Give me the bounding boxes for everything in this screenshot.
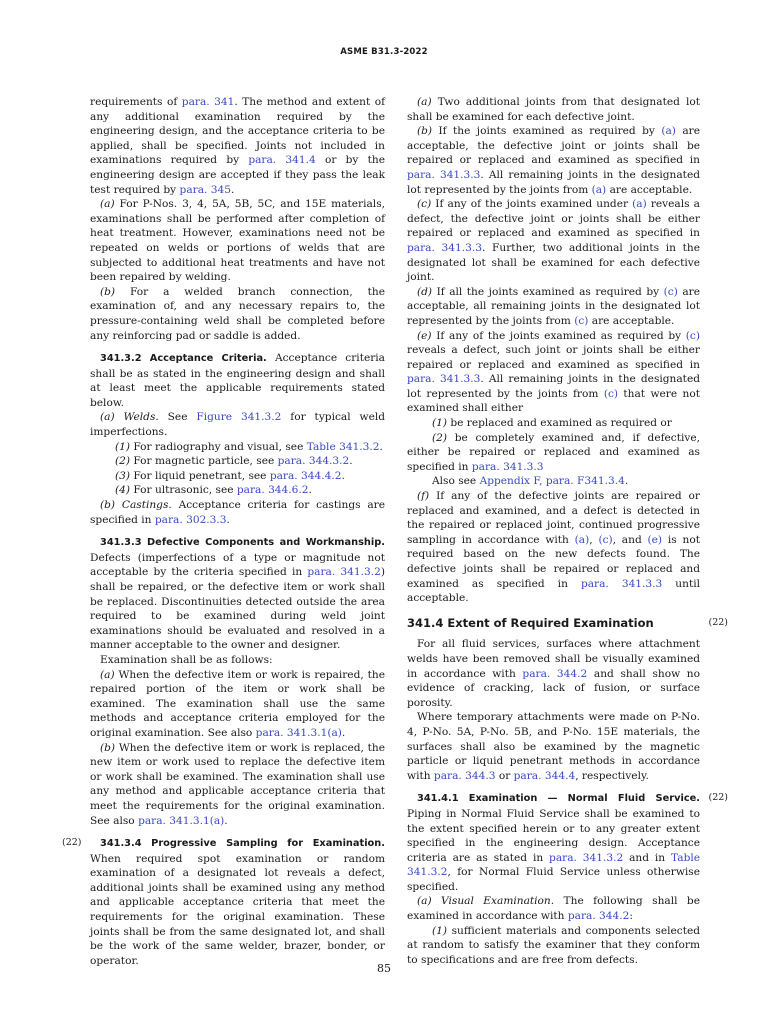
item-e-2: (2) be completely examined and, if defective, either be repaired or replaced and examined as specified in para. 341.3.3 bbox=[407, 431, 700, 473]
link-table-341-3-2[interactable]: Table 341.3.2 bbox=[306, 440, 380, 453]
link-a[interactable]: (a) bbox=[591, 183, 607, 196]
paragraph: Where temporary attachments were made on P-No. 4, P-No. 5A, P-No. 5B, and P-No. 15E materials, the surfaces shall also be examined by the magnetic particle or liquid penetrant methods in accordance with para. 344.3 or para. 344.4, respectively. bbox=[407, 711, 700, 782]
heading-341-3-4: 341.3.4 Progressive Sampling for Examination. bbox=[100, 838, 385, 850]
link-appendix-f[interactable]: Appendix F, para. F341.3.4 bbox=[479, 475, 625, 488]
link-c[interactable]: (c) bbox=[603, 387, 619, 400]
item-b: (b) If the joints examined as required by (a) are acceptable, the defective joint or joints shall be repaired or replaced and examined as specified in para. 341.3.3. All remaining joints in the designated lot represented by the joints from (a) are acceptable. bbox=[407, 125, 700, 196]
link-para-341-3-3[interactable]: para. 341.3.3 bbox=[471, 460, 544, 473]
link-para-341-3-3[interactable]: para. 341.3.3 bbox=[407, 373, 481, 386]
link-para-341-3-3[interactable]: para. 341.3.3 bbox=[407, 168, 481, 181]
link-e[interactable]: (e) bbox=[647, 533, 663, 546]
link-c[interactable]: (c) bbox=[598, 533, 613, 546]
link-para-341-3-1a[interactable]: para. 341.3.1(a) bbox=[255, 726, 342, 739]
item-e: (e) If any of the joints examined as required by (c) reveals a defect, such joint or joints shall be either repaired or replaced and examined as specified in para. 341.3.3. All remaining joints in the designated lot represented by the joints from (c) that were not examined shall either bbox=[407, 329, 700, 415]
link-para-344-4-2[interactable]: para. 344.4.2 bbox=[269, 469, 342, 482]
castings-item: (b) Castings. Acceptance criteria for castings are specified in para. 302.3.3. bbox=[90, 499, 385, 526]
link-para-341-3-1a[interactable]: para. 341.3.1(a) bbox=[138, 814, 225, 827]
heading-341-4: 341.4 Extent of Required Examination bbox=[407, 615, 654, 630]
item-a: (a) Two additional joints from that designated lot shall be examined for each defective joint. bbox=[407, 96, 700, 123]
section-341-3-2: 341.3.2 Acceptance Criteria. Acceptance criteria shall be as stated in the engineering design and shall at least meet the applicable requirements stated below. bbox=[90, 352, 385, 409]
paragraph-a: (a) For P-Nos. 3, 4, 5A, 5B, 5C, and 15E materials, examinations shall be performed after completion of heat treatment. However, examinations need not be repeated on welds or portions of welds that are subjected to additional heat treatments and have not been repaired by welding. bbox=[90, 198, 385, 284]
revision-marker: (22) bbox=[708, 616, 728, 628]
section-341-4-1: (22) 341.4.1 Examination — Normal Fluid Service. Piping in Normal Fluid Service shall be examined to the extent specified herein or to any greater extent specified in the engineering design. Acceptance criteria are as stated in para. 341.3.2 and in Table 341.3.2, for Normal Fluid Service unless otherwise specified. bbox=[407, 792, 728, 893]
link-a[interactable]: (a) bbox=[661, 125, 676, 138]
paragraph-b: (b) For a welded branch connection, the examination of, and any necessary repairs to, the pressure-containing weld shall be completed before any reinforcing pad or saddle is added. bbox=[90, 285, 385, 342]
link-para-344-4[interactable]: para. 344.4 bbox=[513, 769, 576, 782]
section-341-3-3: 341.3.3 Defective Components and Workmanship. Defects (imperfections of a type or magnitude not acceptable by the criteria specified in para. 341.3.2) shall be repaired, or the defective item or work shall be replaced. Discontinuities detected outside the area required to be examined during weld joint examinations should be evaluated and resolved in a manner acceptable to the owner and designer. bbox=[90, 537, 385, 652]
visual-exam-sub-1: (1) sufficient materials and components selected at random to satisfy the examiner that they conform to specifications and are free from defects. bbox=[407, 924, 700, 966]
link-para-341-3-3[interactable]: para. 341.3.3 bbox=[407, 241, 482, 254]
welds-sub-2: (2) For magnetic particle, see para. 344.3.2. bbox=[115, 455, 353, 468]
item-d: (d) If all the joints examined as required by (c) are acceptable, all remaining joints in the designated lot represented by the joints from (c) are acceptable. bbox=[407, 285, 700, 327]
item-c: (c) If any of the joints examined under (a) reveals a defect, the defective joint or joints shall be either repaired or replaced and examined as specified in para. 341.3.3. Further, two additional joints in the designated lot shall be examined for each defective joint. bbox=[407, 198, 700, 284]
running-header: ASME B31.3-2022 bbox=[340, 47, 428, 57]
welds-item: (a) Welds. See Figure 341.3.2 for typical weld imperfections. bbox=[90, 411, 386, 439]
revision-marker: (22) bbox=[708, 792, 728, 804]
exam-item-a: (a) When the defective item or work is repaired, the repaired portion of the item or work shall be examined. The examination shall use the same methods and acceptance criteria employed for the original examination. See also para. 341.3.1(a). bbox=[90, 668, 385, 739]
item-f: (f) If any of the defective joints are repaired or replaced and examined, and a defect is detected in the repaired or replaced joint, continued progressive sampling in accordance with (a), (c), and (e) is not required based on the new defects found. The defective joints shall be repaired or replaced and examined as specified in para. 341.3.3 until acceptable. bbox=[407, 490, 700, 605]
welds-sub-4: (4) For ultrasonic, see para. 344.6.2. bbox=[115, 484, 312, 497]
welds-sub-3: (3) For liquid penetrant, see para. 344.4.2. bbox=[115, 469, 345, 482]
right-column bbox=[407, 95, 728, 967]
section-341-4-heading bbox=[407, 615, 728, 632]
item-e-1: (1) be replaced and examined as required or bbox=[432, 417, 672, 430]
link-para-341-3-2[interactable]: para. 341.3.2 bbox=[549, 851, 624, 864]
heading-341-3-2: 341.3.2 Acceptance Criteria. bbox=[100, 353, 267, 365]
also-see: Also see Appendix F, para. F341.3.4. bbox=[432, 475, 629, 488]
visual-exam-item: (a) Visual Examination. The following shall be examined in accordance with para. 344.2: bbox=[407, 895, 700, 923]
link-para-345[interactable]: para. 345 bbox=[179, 183, 231, 196]
link-para-344-6-2[interactable]: para. 344.6.2 bbox=[236, 484, 309, 497]
page-number: 85 bbox=[377, 962, 391, 975]
heading-341-4-1: 341.4.1 Examination — Normal Fluid Service. bbox=[417, 793, 700, 805]
paragraph: For all fluid services, surfaces where attachment welds have been removed shall be visually examined in accordance with para. 344.2 and shall show no evidence of cracking, lack of fusion, or surface porosity. bbox=[407, 638, 700, 709]
link-para-344-3[interactable]: para. 344.3 bbox=[433, 769, 496, 782]
paragraph: Examination shall be as follows: bbox=[100, 653, 273, 666]
section-341-3-4: (22) 341.3.4 Progressive Sampling for Examination. When required spot examination or random examination of a designated lot reveals a defect, additional joints shall be examined using any method and applicable acceptance criteria that meet the requirements for the original examination. These joints shall be from the same designated lot, and shall be the work of the same welder, brazer, bonder, or operator. bbox=[62, 837, 385, 967]
link-a[interactable]: (a) bbox=[574, 533, 590, 546]
link-c[interactable]: (c) bbox=[663, 285, 678, 298]
left-column bbox=[62, 95, 386, 968]
link-table-341-3-2[interactable]: Table 341.3.2 bbox=[407, 851, 701, 879]
welds-sub-1: (1) For radiography and visual, see Table 341.3.2. bbox=[115, 440, 383, 453]
link-para-341-4[interactable]: para. 341.4 bbox=[248, 154, 316, 167]
paragraph: requirements of para. 341. The method and extent of any additional examination required by the engineering design, and the acceptance criteria to be applied, shall be specified. Joints not included in examinations required by para. 341.4 or by the engineering design are accepted if they pass the leak test required by para. 345. bbox=[90, 96, 385, 196]
revision-marker: (22) bbox=[62, 837, 82, 849]
link-para-341-3-3[interactable]: para. 341.3.3 bbox=[580, 577, 663, 590]
link-para-344-2[interactable]: para. 344.2 bbox=[567, 910, 630, 923]
link-a[interactable]: (a) bbox=[632, 198, 647, 211]
link-c[interactable]: (c) bbox=[685, 329, 700, 342]
heading-341-3-3: 341.3.3 Defective Components and Workmanship. bbox=[100, 537, 385, 549]
link-para-344-2[interactable]: para. 344.2 bbox=[522, 667, 588, 680]
link-c[interactable]: (c) bbox=[574, 314, 589, 327]
link-para-344-3-2[interactable]: para. 344.3.2 bbox=[277, 455, 350, 468]
link-para-341[interactable]: para. 341 bbox=[181, 96, 235, 108]
exam-item-b: (b) When the defective item or work is replaced, the new item or work used to replace the defective item or work shall be examined. The examination shall use any method and applicable acceptance criteria that meet the requirements for the original examination. See also para. 341.3.1(a). bbox=[90, 741, 385, 827]
link-para-341-3-2[interactable]: para. 341.3.2 bbox=[307, 566, 381, 579]
link-para-302-3-3[interactable]: para. 302.3.3 bbox=[154, 513, 227, 526]
link-figure-341-3-2[interactable]: Figure 341.3.2 bbox=[196, 411, 282, 424]
